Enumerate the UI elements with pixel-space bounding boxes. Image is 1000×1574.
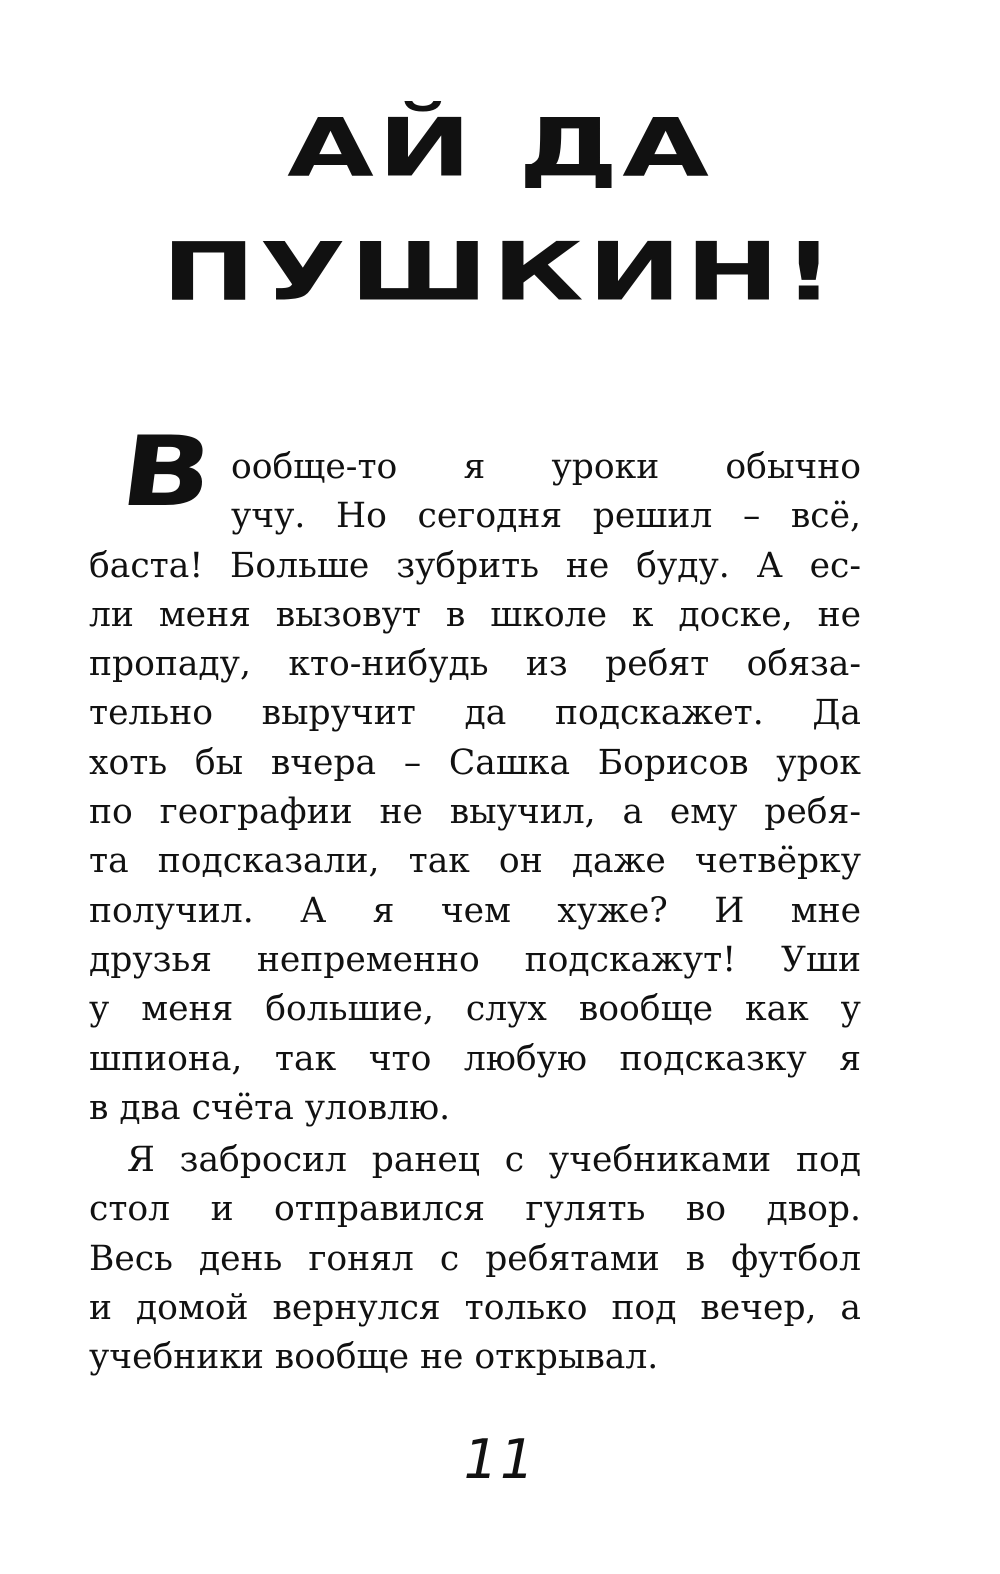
text-line: учу. Но сегодня решил – всё, xyxy=(231,496,861,537)
text-line: та подсказали, так он даже четвёрку xyxy=(89,841,861,882)
page-number: 11 xyxy=(463,1428,537,1491)
text-line: и домой вернулся только под вечер, а xyxy=(89,1287,861,1328)
chapter-title-line-1: АЙ ДА xyxy=(287,101,713,196)
text-line: Я забросил ранец с учебниками под xyxy=(127,1140,861,1180)
text-line: тельно выручит да подскажет. Да xyxy=(89,693,861,734)
text-line: ообще-то я уроки обычно xyxy=(231,447,861,487)
chapter-title-line-2: ПУШКИН! xyxy=(161,225,839,320)
text-line: у меня большие, слух вообще как у xyxy=(89,989,861,1030)
text-line: баста! Больше зубрить не буду. А ес- xyxy=(89,545,861,586)
text-line: шпиона, так что любую подсказку я xyxy=(89,1038,861,1079)
text-line: учебники вообще не открывал. xyxy=(89,1337,659,1378)
text-line: друзья непременно подскажут! Уши xyxy=(89,939,861,980)
text-line: получил. А я чем хуже? И мне xyxy=(89,890,861,931)
drop-cap: В xyxy=(114,414,220,528)
text-line: по географии не выучил, а ему ребя- xyxy=(89,792,861,833)
paragraph-2 xyxy=(89,1136,861,1382)
text-line: в два счёта уловлю. xyxy=(89,1087,451,1128)
text-line: Весь день гонял с ребятами в футбол xyxy=(89,1238,861,1279)
text-line: стол и отправился гулять во двор. xyxy=(89,1189,861,1230)
text-line: пропаду, кто-нибудь из ребят обяза- xyxy=(89,644,861,685)
paragraph-1 xyxy=(89,443,861,1133)
text-line: хоть бы вчера – Сашка Борисов урок xyxy=(89,742,861,783)
text-line: ли меня вызовут в школе к доске, не xyxy=(89,594,861,635)
